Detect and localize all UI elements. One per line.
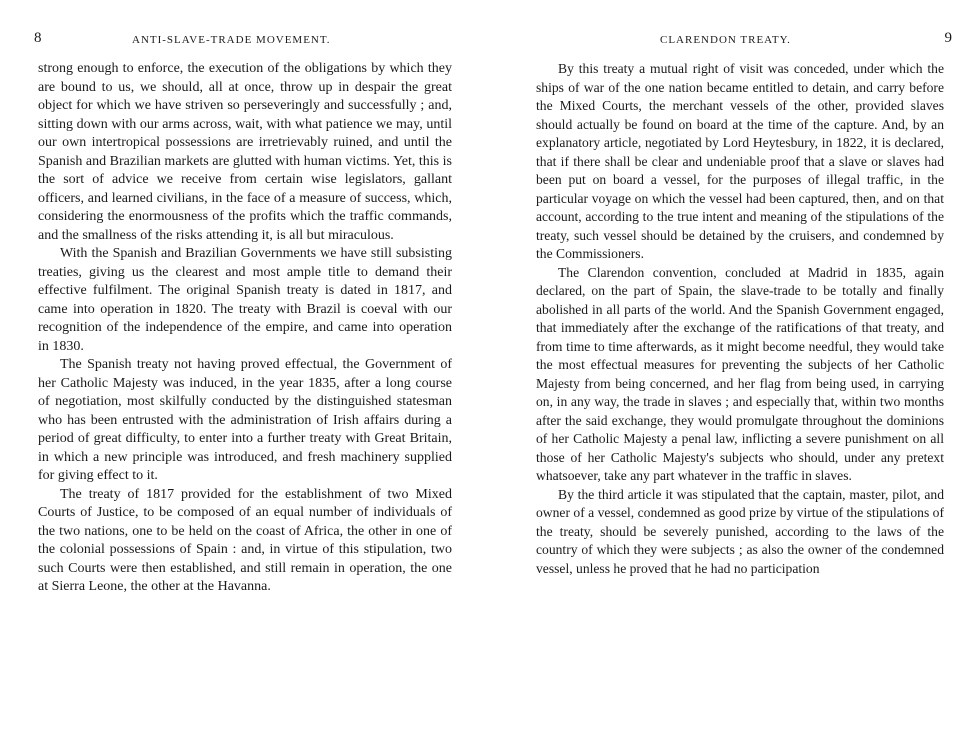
left-paragraph-4: The treaty of 1817 provided for the establishment of two Mixed Courts of Justice, to be composed of an equal number of individuals of the two nations, one to be held on the coast of Africa, the other in one of the colonial possessions of Spain : and, in virtue of this stipulation, two such Courts were then established, and still remain in operation, the one at Sierra Leone, the other at the Havanna. xyxy=(38,486,452,594)
right-running-head xyxy=(536,30,952,60)
left-running-head xyxy=(34,30,452,60)
right-body-text xyxy=(536,60,944,578)
left-body-text xyxy=(38,60,452,597)
left-running-title: ANTI-SLAVE-TRADE MOVEMENT. xyxy=(132,34,331,46)
right-paragraph-2: The Clarendon convention, concluded at Madrid in 1835, again declared, on the part of Spain, the slave-trade to be totally and finally abolished in all parts of the world. And the Spanish Government engaged, that immediately after the exchange of the ratifications of that treaty, and from time to time afterwards, as it might become needful, they would take the most effectual measures for preventing the subjects of her Catholic Majesty from being concerned, and her flag from being used, in carrying on, in any way, the trade in slaves ; and especially that, within two months after the said exchange, they would promulgate throughout the dominions of her Catholic Majesty a penal law, inflicting a severe punishment on all those of her Catholic Majesty's subjects who should, under any pretext whatsoever, take any part whatever in the traffic in slaves. xyxy=(536,264,944,483)
left-paragraph-3: The Spanish treaty not having proved effectual, the Government of her Catholic Majesty was induced, in the year 1835, after a long course of negotiation, most skilfully conducted by the distinguished statesman who has been entrusted with the administration of Irish affairs during a period of great difficulty, to enter into a further treaty with Great Britain, in which a new principle was introduced, and fresh machinery supplied for giving effect to it. xyxy=(38,357,452,483)
right-page-number: 9 xyxy=(944,30,952,46)
right-page xyxy=(490,0,980,736)
right-running-title: CLARENDON TREATY. xyxy=(660,34,791,46)
right-paragraph-1: By this treaty a mutual right of visit was conceded, under which the ships of war of the one nation became entitled to detain, and carry before the Mixed Courts, the merchant vessels of the other, provided slaves should actually be found on board at the time of the capture. And, by an explanatory article, negotiated by Lord Heytesbury, in 1822, it is declared, that if there shall be clear and undeniable proof that a slave or slaves had been put on board a vessel, for the purposes of illegal traffic, in the particular voyage on which the vessel had been captured, then, and on that account, according to the true intent and meaning of the stipulations of the treaty, such vessel should be detained by the cruisers, and condemned by the Commissioners. xyxy=(536,61,944,261)
left-page-number: 8 xyxy=(34,30,42,46)
right-paragraph-3: By the third article it was stipulated that the captain, master, pilot, and owner of a vessel, condemned as good prize by virtue of the stipulations of the treaty, should be severely punished, according to the laws of the country of which they were subjects ; as also the owner of the condemned vessel, unless he proved that he had no participation xyxy=(536,486,944,576)
left-paragraph-1: strong enough to enforce, the execution of the obligations by which they are bound to us, we should, all at once, throw up in despair the great object for which we have striven so perseveringly and successfully ; and, sitting down with our arms across, wait, with what patience we may, until our own intertropical possessions are irretrievably ruined, and until the Spanish and Brazilian markets are glutted with human victims. Yet, this is the sort of advice we receive from certain wise legislators, gallant officers, and learned civilians, in the face of a measure of success, which, considering the enormousness of the profits which the traffic commands, and the smallness of the risks attending it, is all but miraculous. xyxy=(38,61,452,243)
left-paragraph-2: With the Spanish and Brazilian Governments we have still subsisting treaties, giving us the clearest and most ample title to demand their effective fulfilment. The original Spanish treaty is dated in 1817, and came into operation in 1820. The treaty with Brazil is coeval with our recognition of the independence of the empire, and came into operation in 1830. xyxy=(38,246,452,354)
